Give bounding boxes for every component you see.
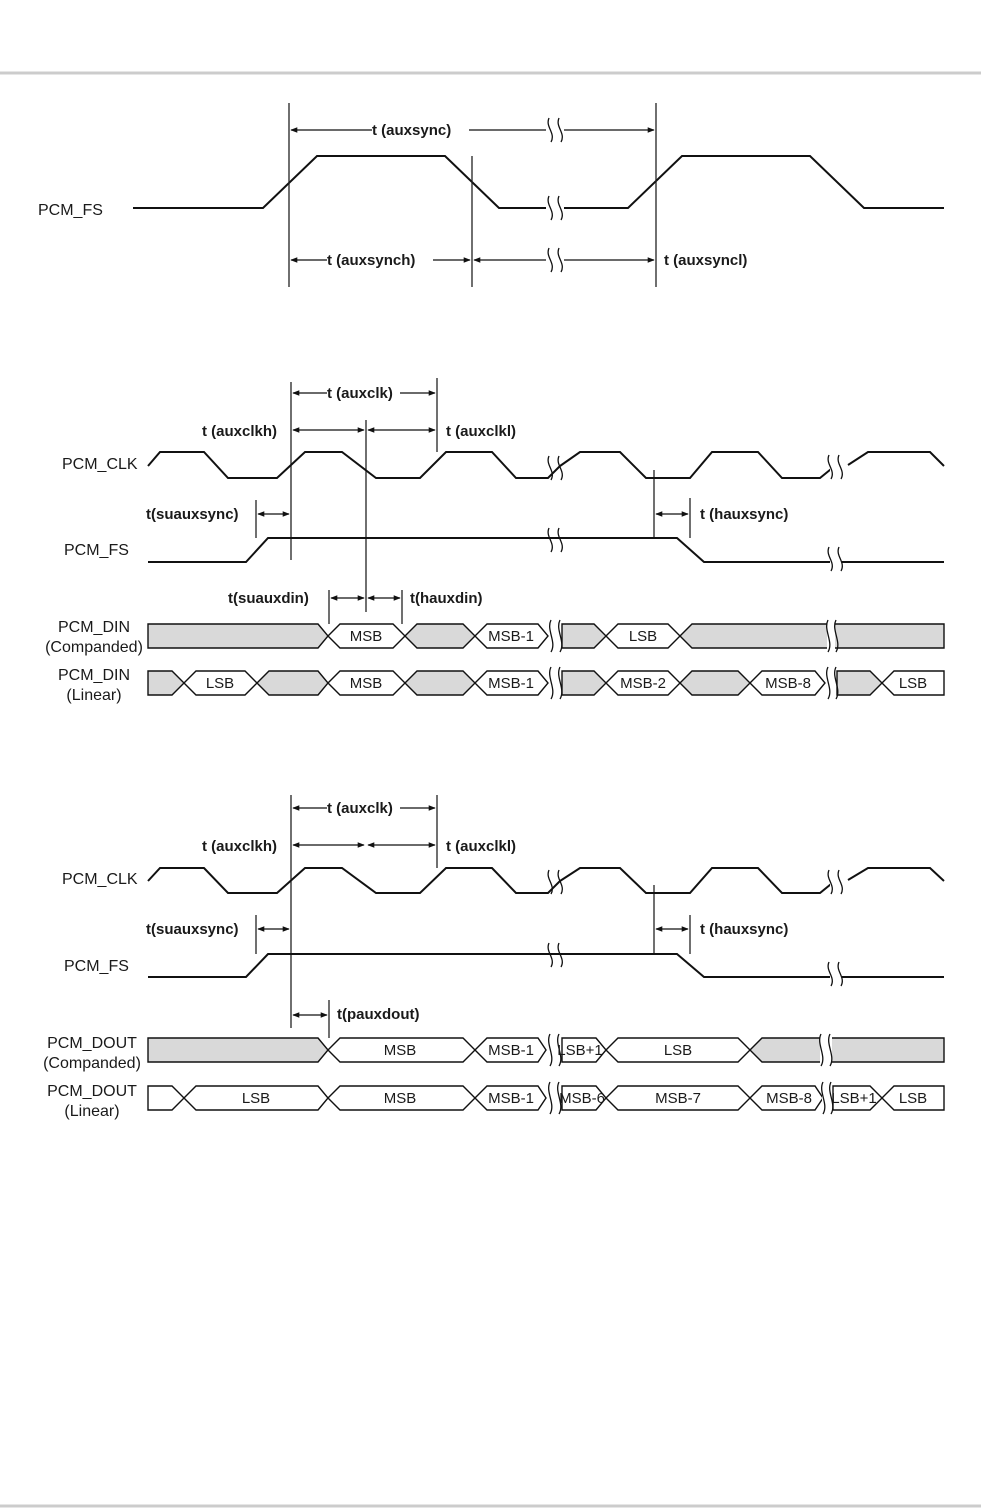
dout-linear-bit: MSB-1	[488, 1090, 534, 1107]
pcm-dout-linear-name: PCM_DOUT	[47, 1083, 137, 1100]
hauxsync-label-2: t (hauxsync)	[700, 921, 789, 938]
dout-linear-bit: MSB	[383, 1090, 417, 1107]
auxclkl-label-2: t (auxclkl)	[446, 838, 517, 855]
dout-companded-bit: MSB	[383, 1042, 417, 1059]
dout-linear-bit: MSB-8	[766, 1090, 812, 1107]
pcm-din-linear-name: PCM_DIN	[57, 667, 131, 684]
pcm-dout-companded-name: PCM_DOUT	[47, 1035, 137, 1052]
pcm-din-companded-mode: (Companded)	[45, 639, 143, 656]
dout-companded-bit: MSB-1	[488, 1042, 534, 1059]
pcm-din-companded-name: PCM_DIN	[57, 619, 131, 636]
pcm-clk-waveform-2	[148, 868, 944, 893]
hauxdin-label: t(hauxdin)	[410, 590, 483, 607]
output-timing-section	[43, 795, 944, 1120]
din-linear-bit: LSB	[898, 675, 928, 692]
auxclkl-label: t (auxclkl)	[446, 423, 517, 440]
din-linear-bit: LSB	[205, 675, 235, 692]
din-companded-bit: MSB	[349, 628, 383, 645]
pcm-fs-waveform	[133, 156, 944, 208]
pcm-fs-label-3: PCM_FS	[64, 958, 129, 975]
din-linear-bit: MSB-1	[488, 675, 534, 692]
input-timing-section	[45, 378, 944, 704]
pcm-din-companded-bus	[148, 618, 944, 654]
pcm-fs-label-2: PCM_FS	[64, 542, 129, 559]
dout-linear-bit: LSB	[241, 1090, 271, 1107]
pcm-din-linear-bus	[148, 665, 944, 701]
pcm-dout-companded-mode: (Companded)	[43, 1055, 141, 1072]
pcm-fs-waveform-3	[148, 954, 944, 977]
auxclk-label-2: t (auxclk)	[327, 800, 393, 817]
pauxdout-label: t(pauxdout)	[337, 1006, 420, 1023]
auxsynch-label: t (auxsynch)	[327, 252, 416, 269]
dout-linear-bit: LSB	[898, 1090, 928, 1107]
pcm-fs-label: PCM_FS	[38, 202, 103, 219]
auxclkh-label: t (auxclkh)	[202, 423, 278, 440]
pcm-din-linear-mode: (Linear)	[66, 687, 122, 704]
dout-linear-bit: LSB+1	[831, 1090, 877, 1107]
auxclk-label: t (auxclk)	[327, 385, 393, 402]
din-companded-bit: MSB-1	[488, 628, 534, 645]
dout-linear-bit: MSB-7	[655, 1090, 701, 1107]
suauxdin-label: t(suauxdin)	[228, 590, 309, 607]
pcm-clk-waveform	[148, 452, 944, 478]
dout-companded-bit: LSB	[663, 1042, 693, 1059]
auxsync-label: t (auxsync)	[372, 122, 452, 139]
din-companded-bit: LSB	[628, 628, 658, 645]
dout-companded-bit: LSB+1	[557, 1042, 603, 1059]
auxsyncl-label: t (auxsyncl)	[664, 252, 748, 269]
pcm-clk-label-2: PCM_CLK	[62, 871, 138, 888]
suauxsync-label: t(suauxsync)	[146, 506, 239, 523]
din-linear-bit: MSB-2	[620, 675, 666, 692]
pcm-dout-linear-mode: (Linear)	[64, 1103, 120, 1120]
pcm-clk-label: PCM_CLK	[62, 456, 138, 473]
frame-sync-section	[38, 103, 944, 287]
dout-linear-bit: MSB-6	[559, 1090, 605, 1107]
pcm-dout-companded-bus	[148, 1032, 944, 1068]
auxclkh-label-2: t (auxclkh)	[202, 838, 278, 855]
din-linear-bit: MSB	[349, 675, 383, 692]
pcm-fs-waveform-2	[148, 538, 944, 562]
din-linear-bit: MSB-8	[765, 675, 811, 692]
hauxsync-label: t (hauxsync)	[700, 506, 789, 523]
suauxsync-label-2: t(suauxsync)	[146, 921, 239, 938]
break-mark	[546, 118, 564, 286]
